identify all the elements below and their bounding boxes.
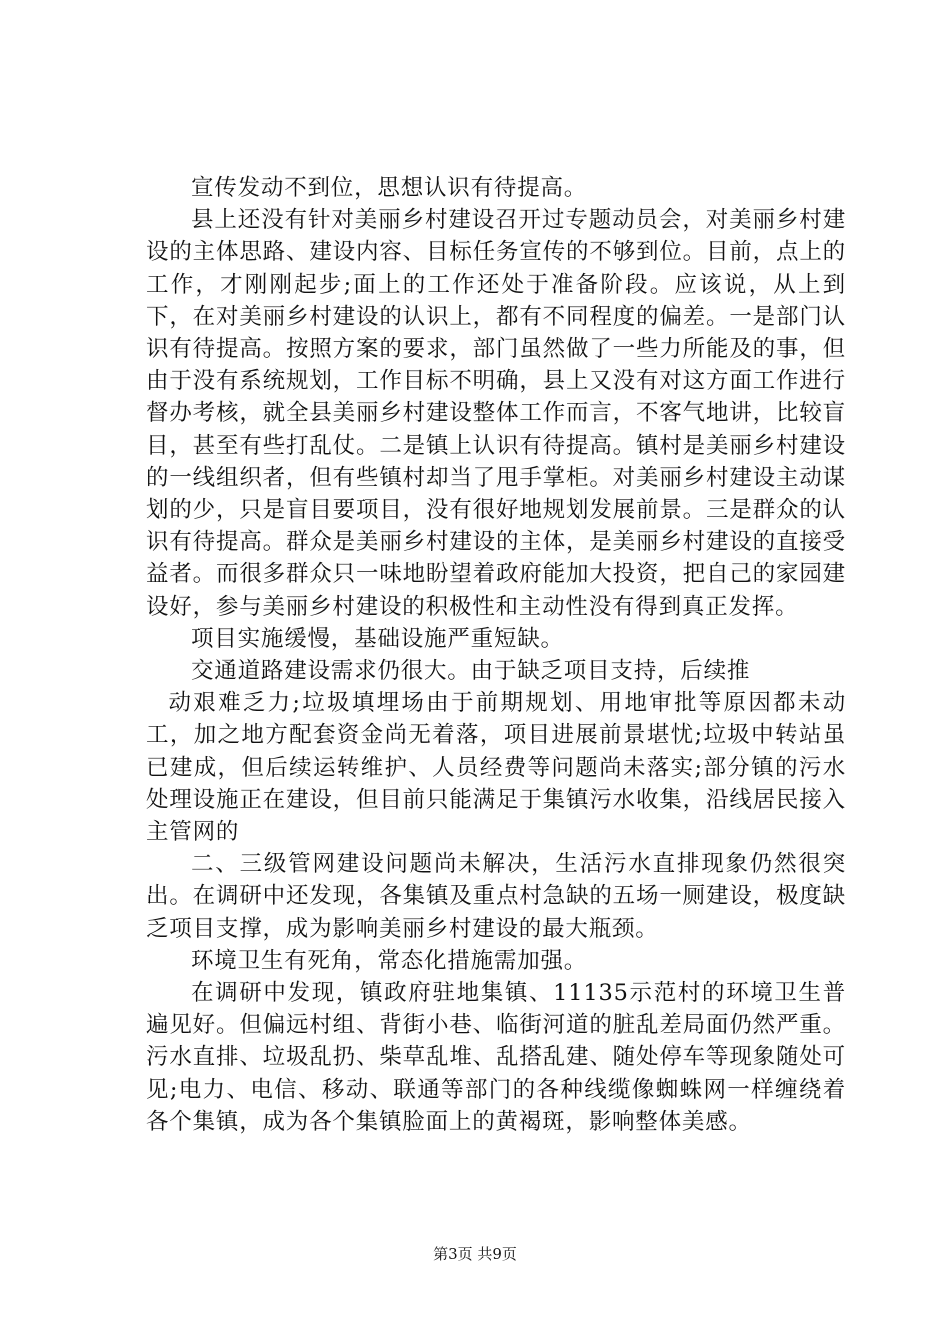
- paragraph-sanitation-body: 在调研中发现，镇政府驻地集镇、11135示范村的环境卫生普遍见好。但偏远村组、背街小巷、临街河道的脏乱差局面仍然严重。污水直排、垃圾乱扔、柴草乱堆、乱搭乱建、随处停车等现象随处可见;电力、电信、移动、联通等部门的各种线缆像蜘蛛网一样缠绕着各个集镇，成为各个集镇脸面上的黄褐斑，影响整体美感。: [146, 980, 846, 1135]
- paragraph-heading-projects: 项目实施缓慢，基础设施严重短缺。: [191, 625, 564, 652]
- page-footer: 第3页 共9页: [433, 1245, 517, 1263]
- paragraph-heading-sanitation: 环境卫生有死角，常态化措施需加强。: [191, 947, 588, 974]
- document-body: [146, 172, 846, 1138]
- paragraph-heading-publicity: 宣传发动不到位，思想认识有待提高。: [191, 175, 588, 201]
- paragraph-publicity-body: 县上还没有针对美丽乡村建设召开过专题动员会，对美丽乡村建设的主体思路、建设内容、目标任务宣传的不够到位。目前，点上的工作，才刚刚起步;面上的工作还处于准备阶段。应该说，从上到下，在对美丽乡村建设的认识上，都有不同程度的偏差。一是部门认识有待提高。按照方案的要求，部门虽然做了一些力所能及的事，但由于没有系统规划，工作目标不明确，县上又没有对这方面工作进行督办考核，就全县美丽乡村建设整体工作而言，不客气地讲，比较盲目，甚至有些打乱仗。二是镇上认识有待提高。镇村是美丽乡村建设的一线组织者，但有些镇村却当了甩手掌柜。对美丽乡村建设主动谋划的少，只是盲目要项目，没有很好地规划发展前景。三是群众的认识有待提高。群众是美丽乡村建设的主体，是美丽乡村建设的直接受益者。而很多群众只一味地盼望着政府能加大投资，把自己的家园建设好，参与美丽乡村建设的积极性和主动性没有得到真正发挥。: [146, 207, 846, 620]
- paragraph-pipe-network: 二、三级管网建设问题尚未解决，生活污水直排现象仍然很突出。在调研中还发现，各集镇及重点村急缺的五场一厕建设，极度缺乏项目支撑，成为影响美丽乡村建设的最大瓶颈。: [146, 851, 846, 942]
- paragraph-infrastructure: 动艰难乏力;垃圾填埋场由于前期规划、用地审批等原因都未动工，加之地方配套资金尚无着落，项目进展前景堪忧;垃圾中转站虽已建成，但后续运转维护、人员经费等问题尚未落实;部分镇的污水处理设施正在建设，但目前只能满足于集镇污水收集，沿线居民接入主管网的: [146, 690, 846, 846]
- paragraph-traffic: 交通道路建设需求仍很大。由于缺乏项目支持，后续推: [191, 658, 751, 685]
